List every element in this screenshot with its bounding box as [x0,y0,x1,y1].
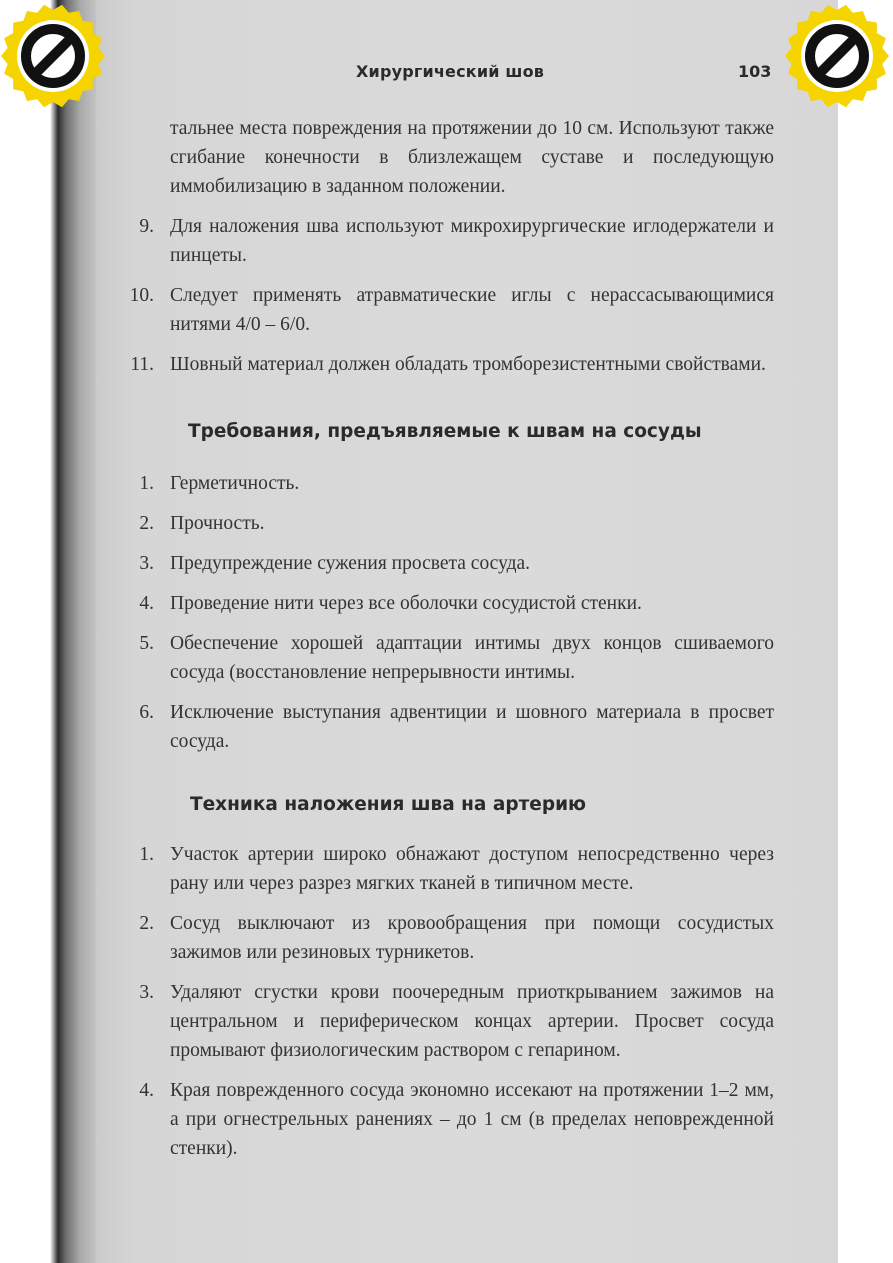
list-continued [118,212,774,379]
list-item-text: Герметичность. [170,473,300,494]
no-entry-sign-icon [784,3,890,109]
list-item-text: Удаляют сгустки крови поочередным приоткрыванием зажимов на центральном и периферическом концах артерии. Просвет сосуда промывают физиологическим раствором с гепарином. [170,982,774,1061]
list-item-number: 5. [139,633,154,654]
list-item-number: 3. [139,982,154,1003]
section-heading-technique: Техника наложения шва на артерию [190,794,587,815]
list-item [118,509,774,538]
list-item-number: 4. [139,593,154,614]
list-item-text: Края поврежденного сосуда экономно иссекают на протяжении 1–2 мм, а при огнестрельных ранениях – до 1 см (в пределах неповрежденной стенки). [170,1080,774,1159]
list-item-number: 10. [129,285,154,306]
list-item [118,909,774,967]
list-item-text: Сосуд выключают из кровообращения при помощи сосудистых зажимов или резиновых турникетов. [170,913,774,963]
list-item-text: Предупреждение сужения просвета сосуда. [170,553,531,574]
list-item-text: Участок артерии широко обнажают доступом непосредственно через рану или через разрез мягких тканей в типичном месте. [170,844,774,894]
list-item-number: 9. [139,216,154,237]
list-item-number: 3. [139,553,154,574]
running-header-title: Хирургический шов [356,62,545,81]
page-number: 103 [738,62,772,81]
right-margin [838,0,893,1263]
list-item-number: 2. [139,913,154,934]
list-item-number: 1. [139,844,154,865]
list-item-number: 11. [130,354,154,375]
list-item [118,589,774,618]
requirements-list [118,469,774,756]
list-item-text: Прочность. [170,513,265,534]
list-item-text: Проведение нити через все оболочки сосудистой стенки. [170,593,642,614]
list-item-number: 4. [139,1080,154,1101]
list-item-text: Для наложения шва используют микрохирургические иглодержатели и пинцеты. [170,216,774,266]
list-item [118,698,774,756]
list-item [118,212,774,270]
list-item-text: Шовный материал должен обладать тромборезистентными свойствами. [170,354,766,375]
list-item [118,978,774,1065]
list-item [118,549,774,578]
list-item [118,350,774,379]
continuation-paragraph: тальнее места повреждения на протяжении до 10 см. Используют также сгибание конечности в близлежащем суставе и последующую иммобилизацию в заданном положении. [170,118,774,197]
list-item-text: Исключение выступания адвентиции и шовного материала в просвет сосуда. [170,702,774,752]
page-body [118,114,774,1174]
list-item [118,1076,774,1163]
list-item-number: 2. [139,513,154,534]
list-item [118,281,774,339]
no-entry-sign-icon [0,3,106,109]
list-item-number: 1. [139,473,154,494]
technique-list [118,840,774,1163]
list-item-text: Следует применять атравматические иглы с нерассасывающимися нитями 4/0 – 6/0. [170,285,774,335]
list-item [118,840,774,898]
list-item [118,629,774,687]
list-item [118,469,774,498]
section-heading-requirements: Требования, предъявляемые к швам на сосуды [188,421,702,442]
list-item-number: 6. [139,702,154,723]
list-item-text: Обеспечение хорошей адаптации интимы двух концов сшиваемого сосуда (восстановление непрерывности интимы. [170,633,774,683]
